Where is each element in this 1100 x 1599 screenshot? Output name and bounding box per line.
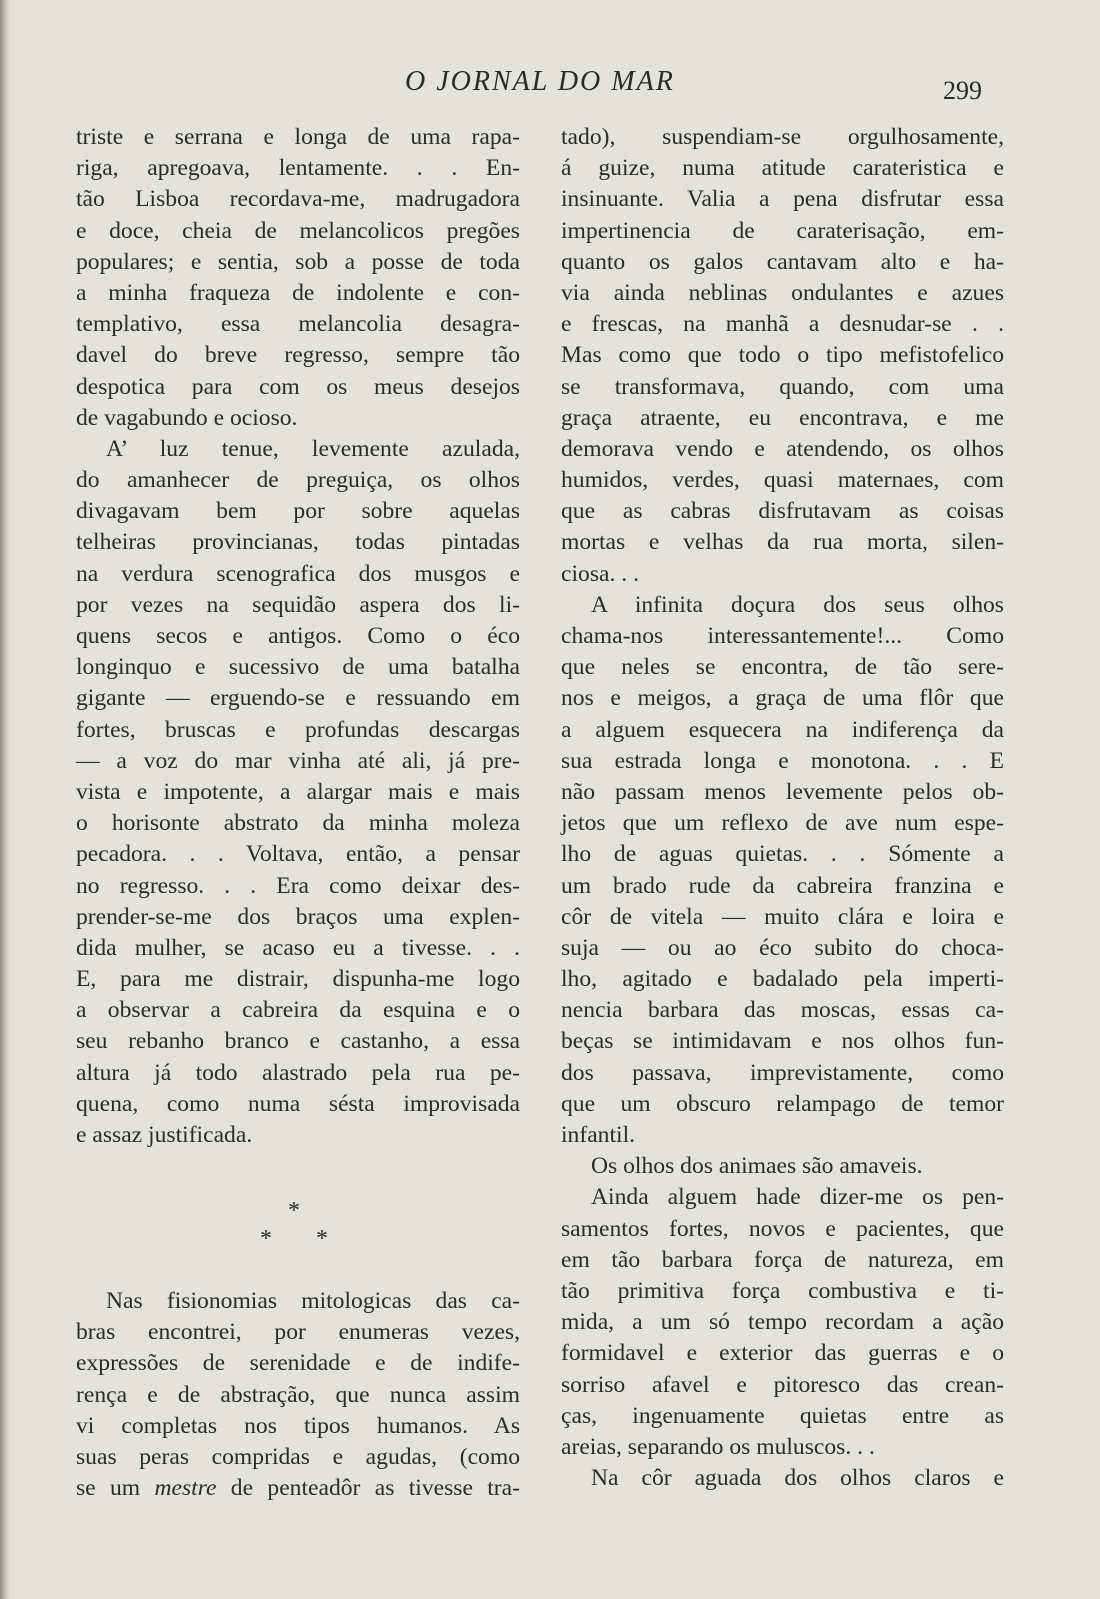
text-line: um brado rude da cabreira franzina e [561, 872, 1004, 899]
text-line: que neles se encontra, de tão sere- [561, 654, 1004, 681]
text-line: divagavam bem por sobre aquelas [76, 498, 520, 525]
text-line: quena, como numa sésta improvisada [76, 1090, 520, 1117]
text-line: beças se intimidavam e nos olhos fun- [561, 1028, 1004, 1055]
text-line: em tão barbara força de natureza, em [561, 1246, 1004, 1273]
text-line: A infinita doçura dos seus olhos [591, 591, 1004, 618]
text-line: sua estrada longa e monotona. . . E [561, 747, 1004, 774]
page-number: 299 [943, 76, 982, 105]
text-line: quanto os galos cantavam alto e ha- [561, 248, 1004, 275]
text-line: quens secos e antigos. Como o éco [76, 623, 520, 649]
text-line: mortas e velhas da rua morta, silen- [561, 529, 1004, 556]
text-line: nos e meigos, a graça de uma flôr que [561, 685, 1004, 712]
page-binding-edge [0, 0, 10, 1599]
text-line: seu rebanho branco e castanho, a essa [76, 1028, 520, 1055]
asterisk: * [316, 1226, 328, 1252]
text-line: sorriso afavel e pitoresco das crean- [561, 1371, 1004, 1398]
text-line: vista e impotente, a alargar mais e mais [76, 778, 520, 805]
text-line: formidavel e exterior das guerras e o [561, 1340, 1004, 1367]
text-line: e frescas, na manhã a desnudar-se . . [561, 311, 1004, 338]
text-line: Os olhos dos animaes são amaveis. [591, 1153, 923, 1180]
text-line: — a voz do mar vinha até ali, já pre- [76, 747, 520, 774]
text-line: se transformava, quando, com uma [561, 373, 1004, 400]
text-line: tado), suspendiam-se orgulhosamente, [561, 124, 1004, 150]
text-run: de penteadôr as tivesse tra- [216, 1475, 520, 1502]
text-line: fortes, bruscas e profundas descargas [76, 716, 520, 743]
text-line: graça atraente, eu encontrava, e me [561, 404, 1004, 431]
italic-word: mestre [154, 1475, 217, 1502]
text-line: E, para me distrair, dispunha-me logo [76, 966, 520, 993]
running-header [0, 62, 1100, 105]
text-line: nencia barbara das moscas, essas ca- [561, 997, 1004, 1024]
text-line: chama-nos interessantemente!... Como [561, 623, 1004, 649]
text-line: não passam menos levemente pelos ob- [561, 778, 1004, 805]
text-line: Mas como que todo o tipo mefistofelico [561, 342, 1004, 369]
text-line: gigante — erguendo-se e ressuando em [76, 685, 520, 712]
text-line: de vagabundo e ocioso. [76, 404, 298, 431]
text-line: dida mulher, se acaso eu a tivesse. . . [76, 934, 520, 961]
text-line: á guize, numa atitude carateristica e [561, 155, 1004, 182]
right-column [561, 122, 1004, 1494]
text-line: riga, apregoava, lentamente. . . En- [76, 155, 520, 182]
text-line: a observar a cabreira da esquina e o [76, 997, 520, 1024]
text-line: jetos que um reflexo de ave num espe- [561, 810, 1004, 837]
text-line: areias, separando os muluscos. . . [561, 1433, 875, 1460]
text-line: Nas fisionomias mitologicas das ca- [106, 1288, 520, 1314]
section-separator-asterisks [248, 1198, 338, 1258]
text-line: davel do breve regresso, sempre tão [76, 342, 520, 369]
text-line: mida, a um só tempo recordam a ação [561, 1309, 1004, 1336]
journal-title: O JORNAL DO MAR [405, 66, 675, 97]
text-line: côr de vitela — muito clára e loira e [561, 903, 1004, 930]
text-line: ciosa. . . [561, 560, 639, 587]
text-line: demorava vendo e atendendo, os olhos [561, 435, 1004, 462]
text-line: e assaz justificada. [76, 1122, 253, 1148]
text-line: samentos fortes, novos e pacientes, que [561, 1215, 1004, 1242]
text-line: prender-se-me dos braços uma explen- [76, 903, 520, 930]
text-line: lho, agitado e badalado pela imperti- [561, 966, 1004, 993]
text-line: humidos, verdes, quasi maternaes, com [561, 467, 1004, 494]
text-line: a minha fraqueza de indolente e con- [76, 279, 520, 306]
text-line: o horisonte abstrato da minha moleza [76, 810, 520, 837]
text-line: vi completas nos tipos humanos. As [76, 1412, 520, 1439]
text-line: Na côr aguada dos olhos claros e [591, 1465, 1004, 1492]
text-line: triste e serrana e longa de uma rapa- [76, 124, 520, 150]
text-line: bras encontrei, por enumeras vezes, [76, 1319, 520, 1346]
text-line: templativo, essa melancolia desagra- [76, 311, 520, 338]
text-line: pecadora. . . Voltava, então, a pensar [76, 841, 520, 868]
text-line: longinquo e sucessivo de uma batalha [76, 654, 520, 681]
text-line: populares; e sentia, sob a posse de toda [76, 248, 520, 275]
text-line: que as cabras disfrutavam as coisas [561, 498, 1004, 525]
text-line: Ainda alguem hade dizer-me os pen- [591, 1184, 1004, 1211]
text-line: rença e de abstração, que nunca assim [76, 1381, 520, 1408]
text-line: altura já todo alastrado pela rua pe- [76, 1059, 520, 1086]
text-line: telheiras provincianas, todas pintadas [76, 529, 520, 556]
text-line: que um obscuro relampago de temor [561, 1090, 1004, 1117]
text-line: infantil. [561, 1122, 636, 1148]
text-line: a alguem esquecera na indiferença da [561, 716, 1004, 743]
text-line: expressões de serenidade e de indife- [76, 1350, 520, 1377]
text-line: lho de aguas quietas. . . Sómente a [561, 841, 1004, 868]
text-line: do amanhecer de preguiça, os olhos [76, 467, 520, 494]
text-line: e doce, cheia de melancolicos pregões [76, 217, 520, 244]
text-line: suas peras compridas e agudas, (como [76, 1443, 520, 1470]
text-line: insinuante. Valia a pena disfrutar essa [561, 186, 1004, 213]
text-line: no regresso. . . Era como deixar des- [76, 872, 520, 899]
text-line: A’ luz tenue, levemente azulada, [106, 435, 520, 462]
text-line: impertinencia de caraterisação, em- [561, 217, 1004, 244]
text-line: ças, ingenuamente quietas entre as [561, 1402, 1004, 1429]
text-line: tão primitiva força combustiva e ti- [561, 1277, 1004, 1304]
asterisk: * [260, 1226, 272, 1252]
text-run: se um [76, 1475, 155, 1502]
text-line: dos passava, imprevistamente, como [561, 1059, 1004, 1086]
left-column [76, 122, 520, 1151]
text-line: por vezes na sequidão aspera dos li- [76, 591, 520, 618]
text-line: via ainda neblinas ondulantes e azues [561, 279, 1004, 306]
text-line: despotica para com os meus desejos [76, 373, 520, 400]
text-line: suja — ou ao éco subito do choca- [561, 934, 1004, 961]
asterisk: * [288, 1198, 300, 1224]
text-line: tão Lisboa recordava-me, madrugadora [76, 186, 520, 213]
text-line [76, 1473, 520, 1504]
text-line: na verdura scenografica dos musgos e [76, 560, 520, 587]
left-column-section-two [76, 1286, 520, 1504]
